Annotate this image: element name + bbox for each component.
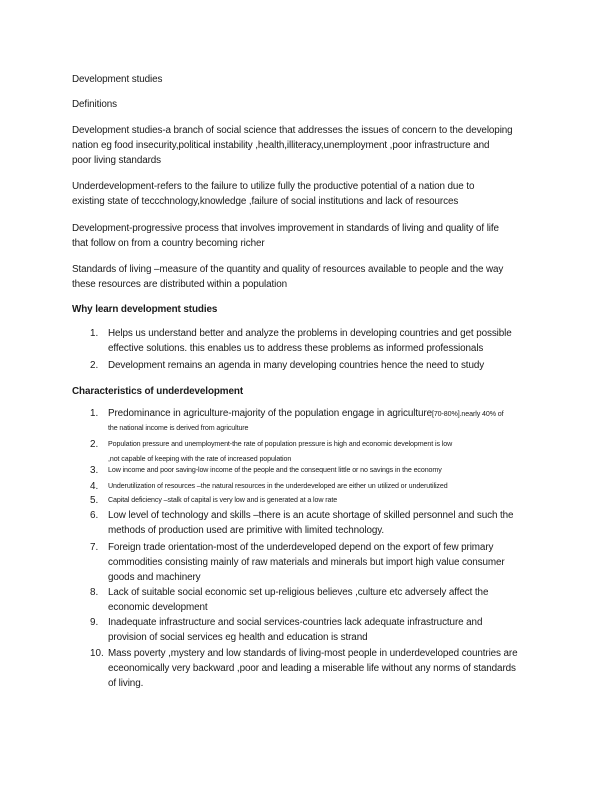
item-text-line: Underutilization of resources –the natural resources in the underdeveloped are either un utilized or underutilized [108, 482, 448, 490]
item-text-line: of living. [108, 678, 144, 689]
document-title: Development studies [72, 74, 163, 85]
list-number: 10. [90, 648, 104, 659]
list-number: 2. [90, 439, 99, 450]
item-text-line: Capital deficiency –stalk of capital is very low and is generated at a low rate [108, 496, 338, 504]
item-text-line: commodities consisting mainly of raw materials and minerals but import high value consumer [108, 557, 505, 568]
item-body [108, 508, 513, 538]
paragraph-line: Underdevelopment-refers to the failure to utilize fully the productive potential of a nation due to [72, 181, 475, 192]
list-number: 1. [90, 408, 99, 419]
list-number: 2. [90, 360, 99, 371]
item-body [108, 615, 482, 645]
item-text-line: goods and machinery [108, 572, 201, 583]
definition-paragraph [72, 123, 542, 168]
item-text-line: economic development [108, 602, 208, 613]
list-number: 8. [90, 587, 99, 598]
list-number: 4. [90, 481, 99, 492]
paragraph-line: existing state of teccchnology,knowledge ,failure of social institutions and lack of resources [72, 196, 459, 207]
list-number: 7. [90, 542, 99, 553]
definition-paragraph [72, 179, 542, 209]
characteristics-heading: Characteristics of underdevelopment [72, 386, 244, 397]
list-number: 5. [90, 495, 99, 506]
item-text-line: eceonomically very backward ,poor and leading a miserable life without any norms of standards [108, 663, 516, 674]
item-text-line: Mass poverty ,mystery and low standards of living-most people in underdeveloped countries are [108, 648, 518, 659]
item-text-line: Inadequate infrastructure and social services-countries lack adequate infrastructure and [108, 617, 483, 628]
paragraph-line: Development-progressive process that involves improvement in standards of living and quality of life [72, 223, 499, 234]
item-text-tail: [70-80%].nearly 40% of [431, 410, 504, 418]
paragraph-line: poor living standards [72, 155, 162, 166]
item-text-line: Lack of suitable social economic set up-religious believes ,culture etc adversely affect the [108, 587, 489, 598]
item-text-line: provision of social services eg health and education is strand [108, 632, 368, 643]
definitions-heading: Definitions [72, 99, 118, 110]
item-text-line: Population pressure and unemployment-the rate of population pressure is high and economic development is low [108, 440, 453, 448]
paragraph-line: Standards of living –measure of the quantity and quality of resources available to people and the way [72, 264, 504, 275]
item-text-line: ,not capable of keeping with the rate of increased population [108, 455, 292, 463]
item-text-line: methods of production used are primitive with limited technology. [108, 525, 384, 536]
list-number: 6. [90, 510, 99, 521]
paragraph-line: that follow on from a country becoming richer [72, 238, 265, 249]
item-body [108, 479, 448, 494]
definition-paragraph [72, 262, 542, 292]
list-number: 3. [90, 465, 99, 476]
paragraph-line: Development studies-a branch of social science that addresses the issues of concern to the developing [72, 125, 513, 136]
item-body [108, 358, 484, 373]
item-text-line: Helps us understand better and analyze the problems in developing countries and get possible [108, 328, 512, 339]
list-number: 1. [90, 328, 99, 339]
item-text-line: Development remains an agenda in many developing countries hence the need to study [108, 360, 485, 371]
item-body [108, 646, 518, 691]
item-text-line: Low income and poor saving-low income of the people and the consequent little or no savings in the economy [108, 466, 442, 474]
item-body [108, 585, 488, 615]
why-heading: Why learn development studies [72, 304, 218, 315]
item-text: Predominance in agriculture-majority of the population engage in agriculture [108, 408, 432, 419]
item-body [108, 326, 512, 356]
item-text-line: Foreign trade orientation-most of the underdeveloped depend on the export of few primary [108, 542, 494, 553]
list-number: 9. [90, 617, 99, 628]
item-text-line: the national income is derived from agriculture [108, 424, 249, 432]
item-body [108, 493, 337, 508]
item-body [108, 463, 442, 478]
paragraph-line: these resources are distributed within a population [72, 279, 288, 290]
definition-paragraph [72, 221, 542, 251]
item-text-line: effective solutions. this enables us to address these problems as informed professionals [108, 343, 484, 354]
paragraph-line: nation eg food insecurity,political instability ,health,illiteracy,unemployment ,poor infrastructure and [72, 140, 490, 151]
item-body [108, 540, 505, 585]
item-text-line: Low level of technology and skills –there is an acute shortage of skilled personnel and such the [108, 510, 514, 521]
